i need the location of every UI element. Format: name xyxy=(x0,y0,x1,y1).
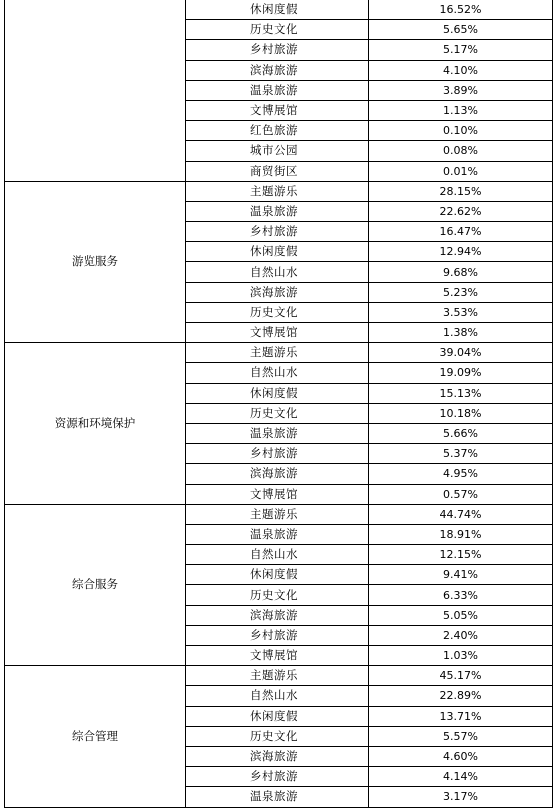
percentage-cell: 0.08% xyxy=(369,141,553,161)
tourism-type-cell: 休闲度假 xyxy=(186,0,369,20)
tourism-type-cell: 历史文化 xyxy=(186,726,369,746)
percentage-cell: 3.89% xyxy=(369,80,553,100)
percentage-cell: 18.91% xyxy=(369,524,553,544)
tourism-type-cell: 主题游乐 xyxy=(186,181,369,201)
percentage-cell: 5.57% xyxy=(369,726,553,746)
tourism-type-cell: 城市公园 xyxy=(186,141,369,161)
percentage-cell: 0.01% xyxy=(369,161,553,181)
percentage-cell: 5.65% xyxy=(369,20,553,40)
tourism-type-cell: 滨海旅游 xyxy=(186,746,369,766)
percentage-cell: 5.37% xyxy=(369,444,553,464)
tourism-type-cell: 商贸街区 xyxy=(186,161,369,181)
percentage-cell: 28.15% xyxy=(369,181,553,201)
tourism-type-cell: 温泉旅游 xyxy=(186,423,369,443)
percentage-cell: 22.62% xyxy=(369,201,553,221)
tourism-type-cell: 温泉旅游 xyxy=(186,524,369,544)
tourism-type-cell: 文博展馆 xyxy=(186,323,369,343)
percentage-cell: 44.74% xyxy=(369,504,553,524)
tourism-type-cell: 休闲度假 xyxy=(186,383,369,403)
tourism-type-cell: 乡村旅游 xyxy=(186,222,369,242)
tourism-type-cell: 自然山水 xyxy=(186,363,369,383)
tourism-type-cell: 自然山水 xyxy=(186,686,369,706)
percentage-cell: 5.17% xyxy=(369,40,553,60)
tourism-type-cell: 休闲度假 xyxy=(186,565,369,585)
tourism-type-cell: 历史文化 xyxy=(186,20,369,40)
table-body xyxy=(5,0,553,807)
tourism-type-cell: 历史文化 xyxy=(186,585,369,605)
tourism-type-cell: 文博展馆 xyxy=(186,100,369,120)
category-cell: 综合服务 xyxy=(5,504,186,666)
percentage-cell: 2.40% xyxy=(369,625,553,645)
percentage-cell: 39.04% xyxy=(369,343,553,363)
category-cell xyxy=(5,0,186,181)
percentage-cell: 22.89% xyxy=(369,686,553,706)
percentage-cell: 4.95% xyxy=(369,464,553,484)
tourism-type-cell: 温泉旅游 xyxy=(186,201,369,221)
tourism-type-cell: 休闲度假 xyxy=(186,706,369,726)
percentage-cell: 13.71% xyxy=(369,706,553,726)
percentage-cell: 3.53% xyxy=(369,302,553,322)
category-cell: 游览服务 xyxy=(5,181,186,343)
tourism-type-cell: 文博展馆 xyxy=(186,484,369,504)
table-row xyxy=(5,666,553,686)
percentage-cell: 4.10% xyxy=(369,60,553,80)
table-row xyxy=(5,181,553,201)
tourism-type-cell: 滨海旅游 xyxy=(186,605,369,625)
tourism-type-cell: 乡村旅游 xyxy=(186,767,369,787)
tourism-type-cell: 主题游乐 xyxy=(186,504,369,524)
percentage-cell: 9.68% xyxy=(369,262,553,282)
tourism-type-cell: 红色旅游 xyxy=(186,121,369,141)
tourism-type-cell: 主题游乐 xyxy=(186,343,369,363)
percentage-cell: 1.03% xyxy=(369,646,553,666)
percentage-cell: 3.17% xyxy=(369,787,553,807)
percentage-cell: 5.23% xyxy=(369,282,553,302)
percentage-cell: 10.18% xyxy=(369,403,553,423)
percentage-cell: 0.10% xyxy=(369,121,553,141)
percentage-cell: 4.14% xyxy=(369,767,553,787)
percentage-cell: 5.05% xyxy=(369,605,553,625)
percentage-cell: 45.17% xyxy=(369,666,553,686)
percentage-cell: 12.15% xyxy=(369,545,553,565)
percentage-cell: 16.47% xyxy=(369,222,553,242)
data-table-container xyxy=(4,0,552,808)
percentage-cell: 15.13% xyxy=(369,383,553,403)
percentage-cell: 16.52% xyxy=(369,0,553,20)
percentage-cell: 1.38% xyxy=(369,323,553,343)
tourism-type-cell: 自然山水 xyxy=(186,262,369,282)
percentage-cell: 9.41% xyxy=(369,565,553,585)
tourism-type-cell: 历史文化 xyxy=(186,302,369,322)
percentage-cell: 4.60% xyxy=(369,746,553,766)
tourism-type-cell: 主题游乐 xyxy=(186,666,369,686)
percentage-cell: 6.33% xyxy=(369,585,553,605)
tourism-type-cell: 乡村旅游 xyxy=(186,625,369,645)
tourism-share-table xyxy=(4,0,553,808)
tourism-type-cell: 乡村旅游 xyxy=(186,444,369,464)
category-cell: 资源和环境保护 xyxy=(5,343,186,505)
table-row xyxy=(5,0,553,20)
percentage-cell: 1.13% xyxy=(369,100,553,120)
tourism-type-cell: 文博展馆 xyxy=(186,646,369,666)
tourism-type-cell: 乡村旅游 xyxy=(186,40,369,60)
category-cell: 综合管理 xyxy=(5,666,186,807)
tourism-type-cell: 休闲度假 xyxy=(186,242,369,262)
tourism-type-cell: 滨海旅游 xyxy=(186,282,369,302)
tourism-type-cell: 温泉旅游 xyxy=(186,787,369,807)
percentage-cell: 5.66% xyxy=(369,423,553,443)
percentage-cell: 0.57% xyxy=(369,484,553,504)
tourism-type-cell: 温泉旅游 xyxy=(186,80,369,100)
percentage-cell: 12.94% xyxy=(369,242,553,262)
tourism-type-cell: 自然山水 xyxy=(186,545,369,565)
tourism-type-cell: 滨海旅游 xyxy=(186,60,369,80)
tourism-type-cell: 滨海旅游 xyxy=(186,464,369,484)
percentage-cell: 19.09% xyxy=(369,363,553,383)
table-row xyxy=(5,343,553,363)
tourism-type-cell: 历史文化 xyxy=(186,403,369,423)
table-row xyxy=(5,504,553,524)
